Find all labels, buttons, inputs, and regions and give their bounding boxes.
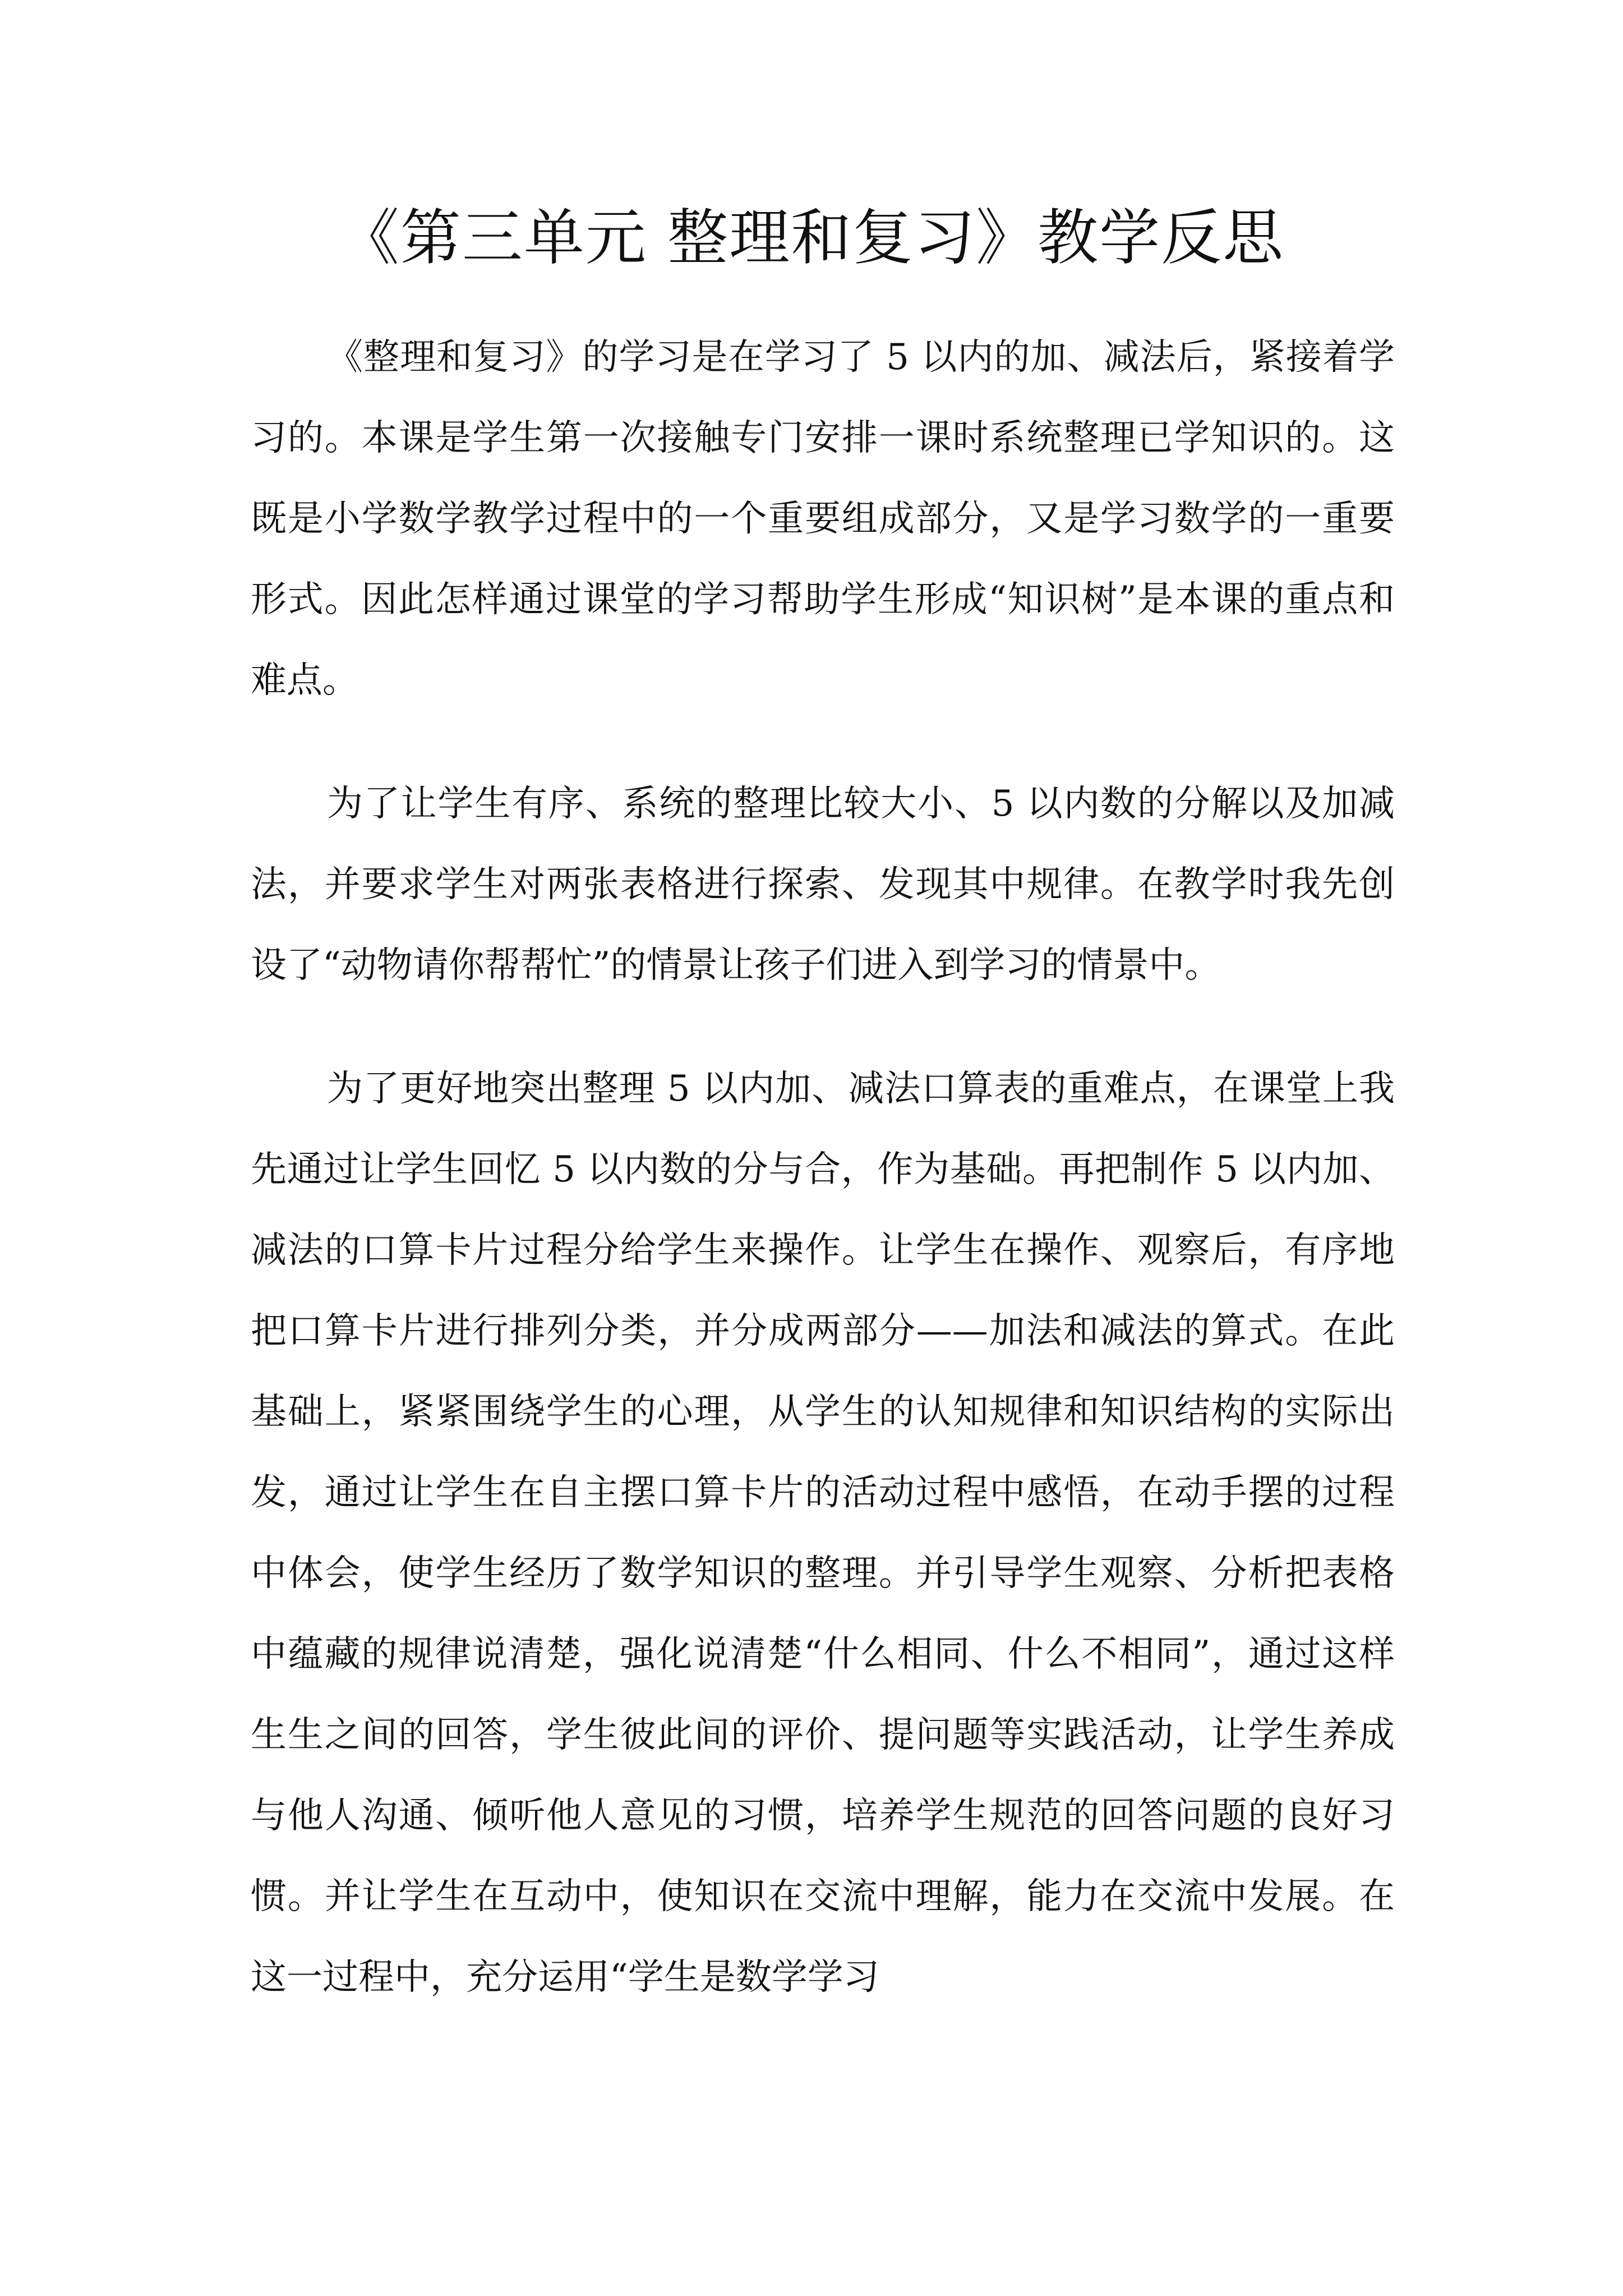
paragraph-2: 为了让学生有序、系统的整理比较大小、5 以内数的分解以及加减法，并要求学生对两张表格进行探索、发现其中规律。在教学时我先创设了“动物请你帮帮忙”的情景让孩子们进入到学习的情景中。 (251, 783, 1395, 986)
document-title: 《第三单元 整理和复习》教学反思 (338, 203, 1285, 273)
paragraph-1: 《整理和复习》的学习是在学习了 5 以内的加、减法后，紧接着学习的。本课是学生第一次接触专门安排一课时系统整理已学知识的。这既是小学数学教学过程中的一个重要组成部分，又是学习数学的一重要形式。因此怎样通过课堂的学习帮助学生形成“知识树”是本课的重点和难点。 (251, 337, 1395, 701)
document-body (251, 317, 1395, 2018)
paragraph-3: 为了更好地突出整理 5 以内加、减法口算表的重难点，在课堂上我先通过让学生回忆 5 以内数的分与合，作为基础。再把制作 5 以内加、减法的口算卡片过程分给学生来操作。让学生在操作、观察后，有序地把口算卡片进行排列分类，并分成两部分——加法和减法的算式。在此基础上，紧紧围绕学生的心理，从学生的认知规律和知识结构的实际出发，通过让学生在自主摆口算卡片的活动过程中感悟，在动手摆的过程中体会，使学生经历了数学知识的整理。并引导学生观察、分析把表格中蕴藏的规律说清楚，强化说清楚“什么相同、什么不相同”，通过这样生生之间的回答，学生彼此间的评价、提问题等实践活动，让学生养成与他人沟通、倾听他人意见的习惯，培养学生规范的回答问题的良好习惯。并让学生在互动中，使知识在交流中理解，能力在交流中发展。在这一过程中，充分运用“学生是数学学习 (251, 1068, 1395, 1998)
